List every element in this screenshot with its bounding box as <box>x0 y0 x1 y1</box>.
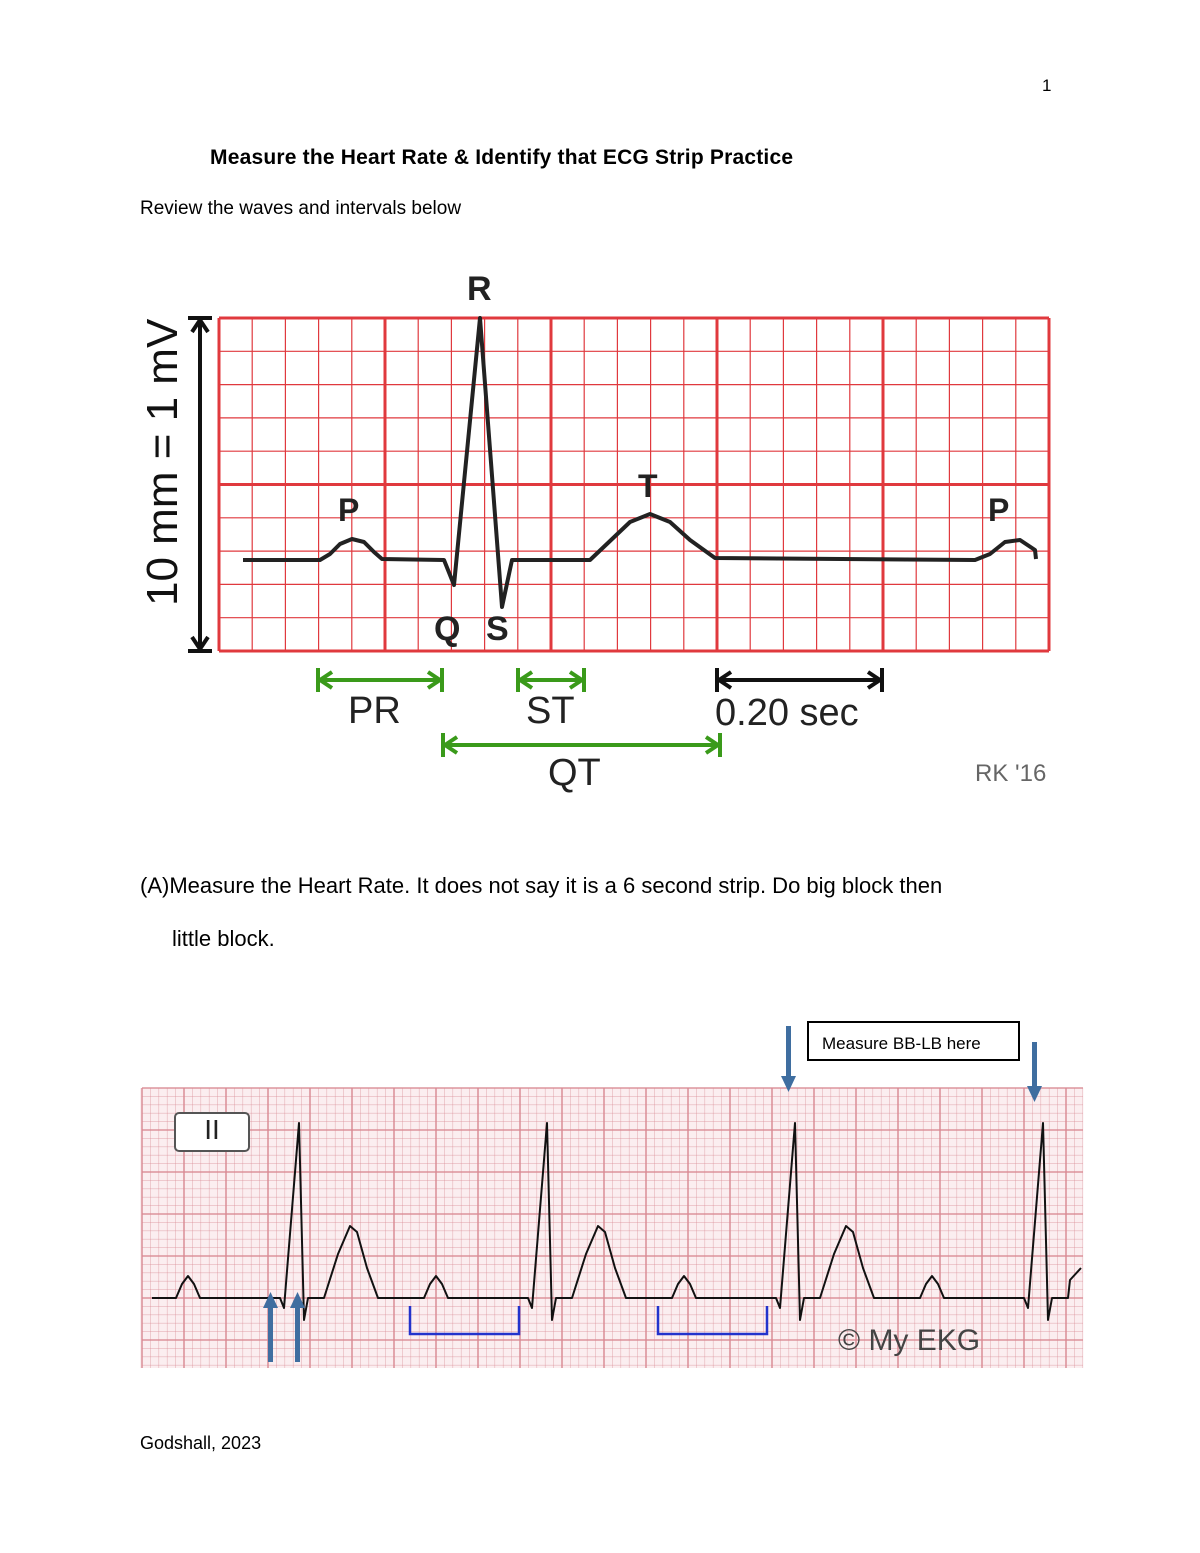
pr-label: PR <box>348 690 401 732</box>
question-a-line2: little block. <box>172 926 275 951</box>
pr-interval-arrow <box>318 668 442 692</box>
question-a-line1: (A)Measure the Heart Rate. It does not say it is a 6 second strip. Do big block then <box>140 873 943 898</box>
page-title: Measure the Heart Rate & Identify that ECG Strip Practice <box>210 146 794 169</box>
time-scale-label: 0.20 sec <box>715 692 859 734</box>
page-number: 1 <box>1042 76 1052 95</box>
figure-credit: RK '16 <box>975 760 1047 787</box>
ecg-waves-diagram <box>130 266 1060 806</box>
wave-label-q: Q <box>434 610 461 648</box>
wave-label-t: T <box>638 468 658 504</box>
callout-text: Measure BB-LB here <box>822 1034 981 1053</box>
wave-label-s: S <box>486 610 509 648</box>
st-interval-arrow <box>518 668 584 692</box>
lead-label: II <box>204 1114 220 1145</box>
strip-watermark: © My EKG <box>838 1324 981 1357</box>
wave-label-r: R <box>467 270 492 308</box>
qt-label: QT <box>548 752 601 794</box>
time-scale-arrow <box>717 668 882 692</box>
footer-author: Godshall, 2023 <box>140 1433 262 1453</box>
down-arrow-icon <box>781 1026 796 1092</box>
ecg-trace <box>243 318 1036 607</box>
st-label: ST <box>526 690 575 732</box>
wave-label-p: P <box>338 492 360 528</box>
vertical-scale-label: 10 mm = 1 mV <box>138 318 187 606</box>
intro-text: Review the waves and intervals below <box>140 198 462 219</box>
wave-label-p-next: P <box>988 492 1010 528</box>
rhythm-strip-figure <box>140 1018 1085 1370</box>
vertical-scale-arrow <box>188 318 212 651</box>
